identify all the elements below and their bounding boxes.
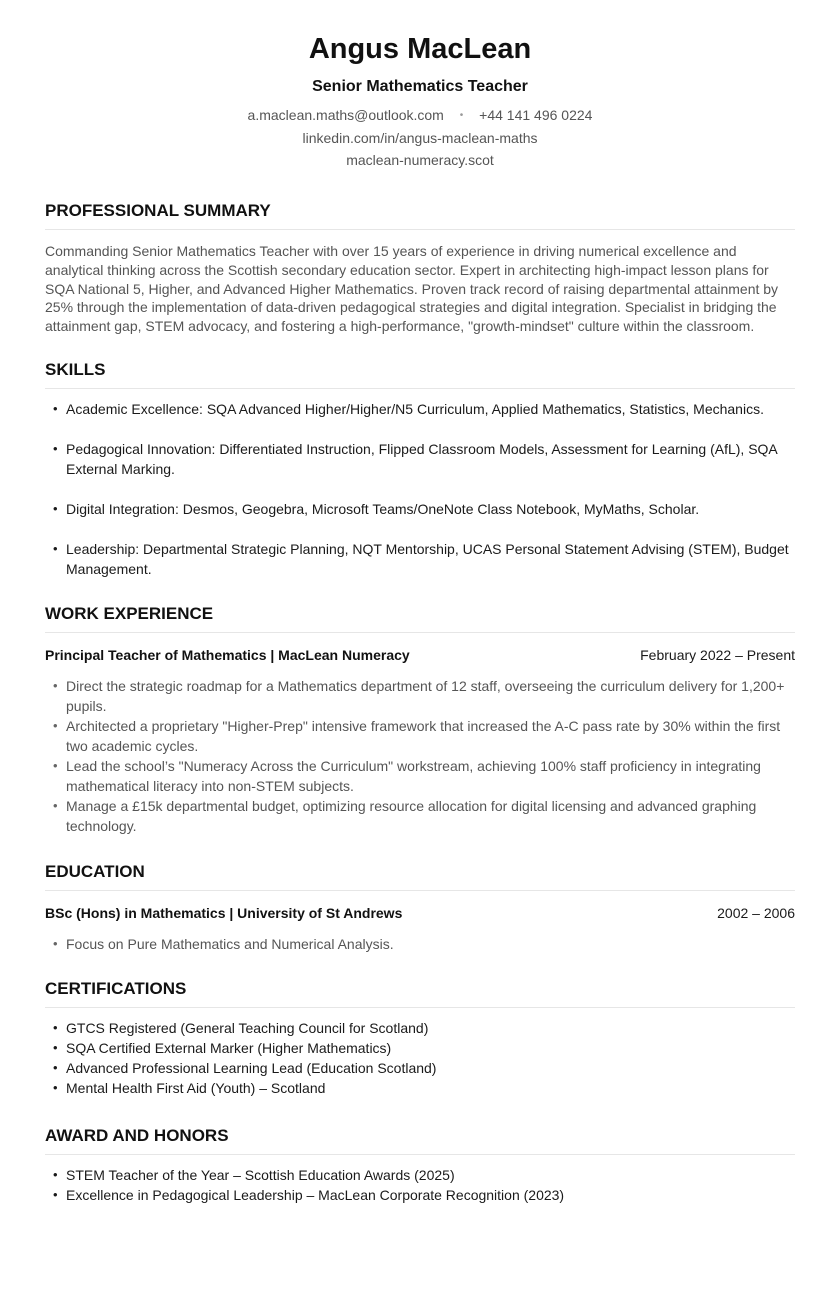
section-title-experience: WORK EXPERIENCE [45,603,795,633]
list-item: • Lead the school’s "Numeracy Across the Curriculum" workstream, achieving 100% staff proficiency in integrating mathematical literacy into non-STEM subjects. [45,756,795,796]
awards-section [45,1125,795,1205]
skills-list [45,399,795,579]
job-entry-header [45,645,795,665]
section-title-awards: AWARD AND HONORS [45,1125,795,1155]
candidate-name: Angus MacLean [308,33,532,65]
education-entry-title: BSc (Hons) in Mathematics | University of St Andrews [45,905,403,921]
skills-section [45,359,795,579]
list-item: • Direct the strategic roadmap for a Mathematics department of 12 staff, overseeing the curriculum delivery for 1,200+ pupils. [45,676,795,716]
section-title-education: EDUCATION [45,861,795,891]
contact-separator: • [459,110,464,122]
resume-header [45,0,795,171]
section-title-summary: PROFESSIONAL SUMMARY [45,200,795,230]
education-entry-header [45,903,795,923]
list-item: • Focus on Pure Mathematics and Numerical Analysis. [45,934,795,954]
job-entry-title: Principal Teacher of Mathematics | MacLean Numeracy [45,647,410,663]
job-bullets [45,676,795,836]
list-item: • Leadership: Departmental Strategic Planning, NQT Mentorship, UCAS Personal Statement Advising (STEM), Budget Management. [45,539,795,579]
phone-number[interactable]: +44 141 496 0224 [479,107,593,123]
section-title-skills: SKILLS [45,359,795,389]
list-item: • GTCS Registered (General Teaching Council for Scotland) [45,1018,795,1038]
education-section [45,861,795,954]
education-bullets [45,934,795,954]
list-item: • Manage a £15k departmental budget, optimizing resource allocation for digital licensing and advanced graphing technology. [45,796,795,836]
linkedin-link[interactable]: linkedin.com/in/angus-maclean-maths [302,130,538,147]
certifications-section [45,978,795,1098]
list-item: • Pedagogical Innovation: Differentiated Instruction, Flipped Classroom Models, Assessment for Learning (AfL), SQA External Marking. [45,439,795,479]
summary-text: Commanding Senior Mathematics Teacher with over 15 years of experience in driving numerical excellence and analytical thinking across the Scottish secondary education sector. Expert in architecting high-impact lesson plans for SQA National 5, Higher, and Advanced Higher Mathematics. Proven track record of raising departmental attainment by 25% through the implementation of data-driven pedagogical strategies and digital integration. Specialist in bridging the attainment gap, STEM advocacy, and fostering a high-performance, "growth-mindset" culture within the classroom. [45,243,779,334]
list-item: • STEM Teacher of the Year – Scottish Education Awards (2025) [45,1165,795,1185]
job-title: Senior Mathematics Teacher [312,78,528,95]
list-item: • Advanced Professional Learning Lead (Education Scotland) [45,1058,795,1078]
experience-section [45,603,795,836]
summary-section [45,200,795,336]
email-link[interactable]: a.maclean.maths@outlook.com [247,107,444,123]
list-item: • Digital Integration: Desmos, Geogebra, Microsoft Teams/OneNote Class Notebook, MyMaths, Scholar. [45,499,795,519]
list-item: • Architected a proprietary "Higher-Prep" intensive framework that increased the A-C pass rate by 30% within the first two academic cycles. [45,716,795,756]
education-entry-dates: 2002 – 2006 [717,905,795,921]
list-item: • Academic Excellence: SQA Advanced Higher/Higher/N5 Curriculum, Applied Mathematics, Statistics, Mechanics. [45,399,795,419]
contact-line-primary [45,104,795,127]
website-link[interactable]: maclean-numeracy.scot [346,152,494,169]
certifications-list [45,1018,795,1098]
list-item: • Excellence in Pedagogical Leadership – MacLean Corporate Recognition (2023) [45,1185,795,1205]
section-title-certifications: CERTIFICATIONS [45,978,795,1008]
job-entry-dates: February 2022 – Present [640,647,795,663]
awards-list [45,1165,795,1205]
list-item: • SQA Certified External Marker (Higher Mathematics) [45,1038,795,1058]
list-item: • Mental Health First Aid (Youth) – Scotland [45,1078,795,1098]
